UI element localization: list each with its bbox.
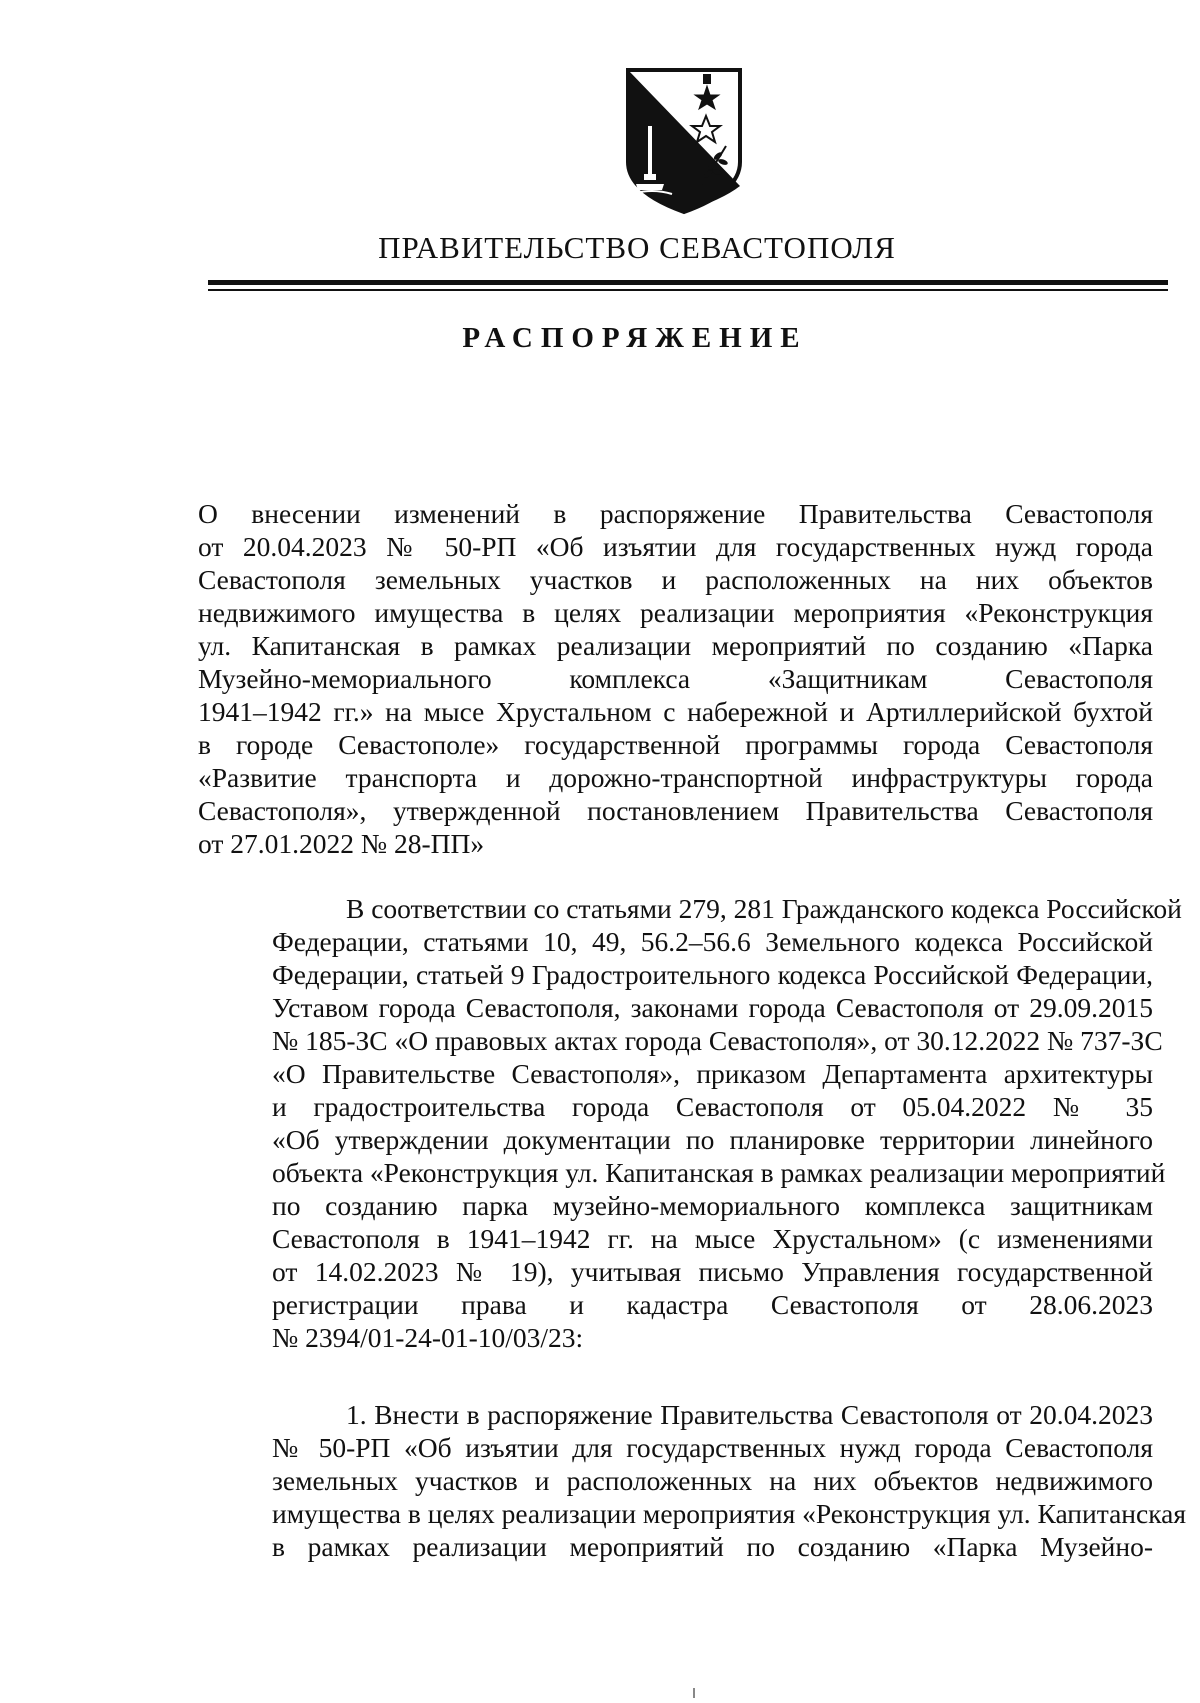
item-1-paragraph xyxy=(198,1398,1186,1563)
subject-line: ул. Капитанская в рамках реализации мероприятий по созданию «Парка xyxy=(198,630,1153,661)
document-type-heading: РАСПОРЯЖЕНИЕ xyxy=(462,322,808,354)
item-1-line: имущества в целях реализации мероприятия «Реконструкция ул. Капитанская xyxy=(272,1498,1186,1529)
monument-column xyxy=(648,126,652,176)
subject-line: в городе Севастополе» государственной программы города Севастополя xyxy=(198,729,1153,760)
preamble-line: № 2394/01-24-01-10/03/23: xyxy=(272,1322,584,1353)
preamble-line: Севастополя в 1941–1942 гг. на мысе Хрустальном» (с изменениями xyxy=(272,1223,1153,1254)
subject-line: Севастополя», утвержденной постановлением Правительства Севастополя xyxy=(198,795,1153,826)
preamble-line: № 185-ЗС «О правовых актах города Севастополя», от 30.12.2022 № 737-ЗС xyxy=(272,1025,1163,1056)
government-title: ПРАВИТЕЛЬСТВО СЕВАСТОПОЛЯ xyxy=(378,230,896,265)
preamble-line: по созданию парка музейно-мемориального комплекса защитникам xyxy=(272,1190,1153,1221)
subject-line: от 27.01.2022 № 28-ПП» xyxy=(198,828,485,859)
preamble-line: Уставом города Севастополя, законами города Севастополя от 29.09.2015 xyxy=(272,992,1153,1023)
star-ribbon xyxy=(703,74,711,84)
subject-line: 1941–1942 гг.» на мысе Хрустальном с набережной и Артиллерийской бухтой xyxy=(198,696,1153,727)
preamble-line: «Об утверждении документации по планировке территории линейного xyxy=(272,1124,1153,1155)
item-1-line: 1. Внести в распоряжение Правительства Севастополя от 20.04.2023 xyxy=(346,1399,1153,1430)
scan-mark xyxy=(693,1688,695,1698)
item-1-line: земельных участков и расположенных на них объектов недвижимого xyxy=(272,1465,1153,1496)
subject-line: «Развитие транспорта и дорожно-транспортной инфраструктуры города xyxy=(198,762,1153,793)
subject-line: О внесении изменений в распоряжение Правительства Севастополя xyxy=(198,498,1153,529)
preamble-line: регистрации права и кадастра Севастополя от 28.06.2023 xyxy=(272,1289,1153,1320)
preamble-line: «О Правительстве Севастополя», приказом Департамента архитектуры xyxy=(272,1058,1153,1089)
item-1-line: № 50-РП «Об изъятии для государственных нужд города Севастополя xyxy=(272,1432,1153,1463)
header-rule-thick xyxy=(208,280,1168,285)
subject-paragraph xyxy=(198,497,1153,860)
subject-line: недвижимого имущества в целях реализации мероприятия «Реконструкция xyxy=(198,597,1153,628)
preamble-paragraph xyxy=(198,892,1182,1354)
preamble-line: Федерации, статьями 10, 49, 56.2–56.6 Земельного кодекса Российской xyxy=(272,926,1153,957)
item-1-line: в рамках реализации мероприятий по созданию «Парка Музейно- xyxy=(272,1531,1153,1562)
subject-line: Музейно-мемориального комплекса «Защитникам Севастополя xyxy=(198,663,1153,694)
preamble-line: Федерации, статьей 9 Градостроительного кодекса Российской Федерации, xyxy=(272,959,1153,990)
subject-line: от 20.04.2023 № 50-РП «Об изъятии для государственных нужд города xyxy=(198,531,1153,562)
subject-line: Севастополя земельных участков и расположенных на них объектов xyxy=(198,564,1153,595)
preamble-line: от 14.02.2023 № 19), учитывая письмо Управления государственной xyxy=(272,1256,1153,1287)
header-rule-thin xyxy=(208,289,1168,291)
preamble-line: объекта «Реконструкция ул. Капитанская в рамках реализации мероприятий xyxy=(272,1157,1166,1188)
sevastopol-coat-of-arms xyxy=(622,66,746,216)
preamble-line: и градостроительства города Севастополя от 05.04.2022 № 35 xyxy=(272,1091,1153,1122)
preamble-line: В соответствии со статьями 279, 281 Гражданского кодекса Российской xyxy=(346,893,1182,924)
